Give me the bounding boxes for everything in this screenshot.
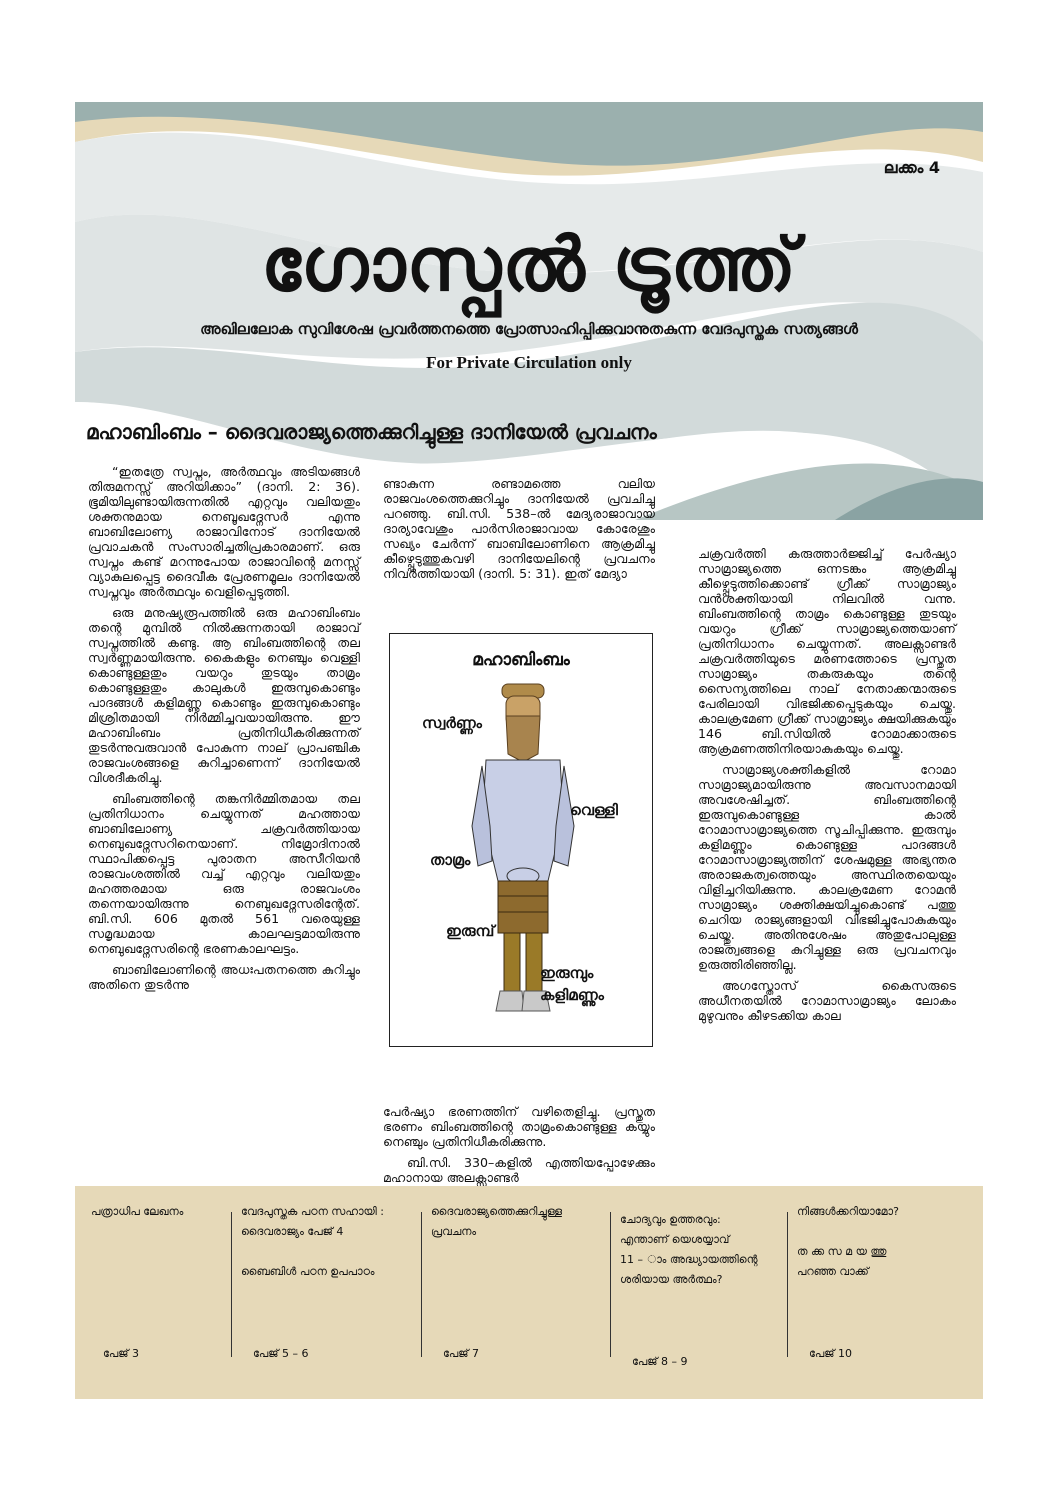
paragraph: “ഇതത്രേ സ്വപ്നം, അർത്ഥവും അടിയങ്ങൾ തിരുമനസ്സ് അറിയിക്കാം” (ദാനി. 2: 36). ഭൂമിയിലുണ്ടായിരുന്നതിൽ എറ്റവും വലിയതും ശക്തനുമായ നെബൂഖദ്നേസർ എന്നു ബാബിലോണ്യ രാജാവിനോട് ദാനിയേൽ പ്രവാചകൻ സംസാരിച്ചതിപ്രകാരമാണ്. ഒരു സ്വപ്നം കണ്ട് മറന്നുപോയ രാജാവിന്റെ മനസ്സ് വ്യാകുലപ്പെട്ട ദൈവീക പ്രേരണമൂലം ദാനിയേൽ സ്വപ്നവും അർത്ഥവും വെളിപ്പെടുത്തി. <box>88 464 360 599</box>
divider <box>610 1212 611 1357</box>
page-title: ഗോസ്പൽ ട്രൂത്ത് <box>261 222 797 308</box>
contents-page: പേജ് 5 – 6 <box>253 1347 309 1360</box>
label-iron-clay-2: കളിമണ്ണും <box>540 986 604 1004</box>
article-column-3 <box>698 546 956 1029</box>
contents-text: പ്രവചനം <box>431 1225 477 1238</box>
paragraph: പേർഷ്യാ ഭരണത്തിന് വഴിതെളിച്ചു. പ്രസ്തുത ഭരണം ബിംബത്തിന്റെ താമ്രംകൊണ്ടുള്ള കയ്യും നെഞ്ചും പ്രതിനിധീകരിക്കുന്നു. <box>383 1104 655 1149</box>
article-column-2-top <box>383 476 655 587</box>
divider <box>787 1212 788 1357</box>
contents-page: പേജ് 7 <box>443 1347 480 1360</box>
masthead-subtitle: അഖിലലോക സുവിശേഷ പ്രവർത്തനത്തെ പ്രോത്സാഹിപ്പിക്കുവാനുതകുന്ന വേദപുസ്തക സത്യങ്ങൾ <box>200 320 858 338</box>
contents-text: ചോദ്യവും ഉത്തരവും: <box>620 1213 721 1226</box>
contents-text: ശരിയായ അർത്ഥം? <box>620 1273 723 1286</box>
statue-illustration <box>468 676 578 1036</box>
contents-text: 11 – ാം അദ്ധ്യായത്തിന്റെ <box>620 1253 758 1266</box>
contents-spacer <box>241 1242 421 1262</box>
private-circulation-note: For Private Circulation only <box>426 353 632 372</box>
contents-text: പറഞ്ഞ വാക്ക് <box>797 1265 869 1278</box>
contents-footer <box>75 1186 983 1399</box>
label-iron-clay-1: ഇരുമ്പും <box>540 964 594 982</box>
article-column-1 <box>88 464 360 998</box>
contents-item[interactable] <box>91 1202 231 1372</box>
label-bronze: താമ്രം <box>430 851 471 869</box>
paragraph: ണ്ടാകുന്ന രണ്ടാമത്തെ വലിയ രാജവംശത്തെക്കുറിച്ചും ദാനിയേൽ പ്രവചിച്ചു പറഞ്ഞു. ബി.സി. 538–ൽ മേദ്യരാജാവായ ദാര്യാവേശും പാർസിരാജാവായ കോരേശും സഖ്യം ചേർന്ന് ബാബിലോണിനെ ആക്രമിച്ചു കീഴ്പ്പെടുത്തുകവഴി ദാനിയേലിന്റെ പ്രവചനം നിവർത്തിയായി (ദാനി. 5: 31). ഇത് മേദ്യാ <box>383 476 655 581</box>
contents-text: പത്രാധിപ ലേഖനം <box>91 1205 184 1218</box>
contents-item[interactable] <box>241 1202 421 1372</box>
contents-item[interactable] <box>620 1210 790 1380</box>
contents-spacer <box>797 1222 967 1242</box>
statue-figure <box>389 633 653 1047</box>
paragraph: ബി.സി. 330–കളിൽ എത്തിയപ്പോഴേക്കും മഹാനായ അലക്സാണ്ടർ <box>383 1155 655 1185</box>
divider <box>231 1212 232 1357</box>
contents-text: നിങ്ങൾക്കറിയാമോ? <box>797 1205 899 1218</box>
issue-number: ലക്കം 4 <box>883 158 940 177</box>
contents-item[interactable] <box>431 1202 601 1372</box>
contents-text: ത ക്ക സ മ യ ത്തു <box>797 1245 887 1258</box>
masthead-banner <box>75 102 983 520</box>
contents-item[interactable] <box>797 1202 967 1372</box>
contents-text: ദൈവരാജ്യത്തെക്കുറിച്ചുള്ള <box>431 1205 562 1218</box>
paragraph: ബിംബത്തിന്റെ തങ്കനിർമ്മിതമായ തല പ്രതിനിധാനം ചെയ്യുന്നത് മഹത്തായ ബാബിലോണ്യ ചക്രവർത്തിയായ നെബുഖദ്നേസറിനെയാണ്. നിമ്രോദിനാൽ സ്ഥാപിക്കപ്പെട്ട പുരാതന അസീറിയൻ രാജവംശത്തിൽ വച്ച് എറ്റവും വലിയതും മഹത്തരമായ ഒരു രാജവംശം തന്നെയായിരുന്നു നെബുഖദ്നേസരിന്റേത്. ബി.സി. 606 മുതൽ 561 വരെയുള്ള സമൃദ്ധമായ കാലഘട്ടമായിരുന്നു നെബുഖദ്നേസരിന്റെ ഭരണകാലഘട്ടം. <box>88 791 360 956</box>
paragraph: ബാബിലോണിന്റെ അധഃപതനത്തെ കുറിച്ചും അതിനെ തുടർന്നു <box>88 962 360 992</box>
paragraph: ചക്രവർത്തി കരുത്താർജ്ജിച്ച് പേർഷ്യാ സാമ്രാജ്യത്തെ ഒന്നടങ്കം ആക്രമിച്ചു കീഴ്പ്പെടുത്തിക്കൊണ്ട് ഗ്രീക്ക് സാമ്രാജ്യം വൻശക്തിയായി നിലവിൽ വന്നു. ബിംബത്തിന്റെ താമ്രം കൊണ്ടുള്ള തുടയും വയറും ഗ്രീക്ക് സാമ്രാജ്യത്തെയാണ് പ്രതിനിധാനം ചെയ്യുന്നത്. അലക്സാണ്ടർ ചക്രവർത്തിയുടെ മരണത്തോടെ പ്രസ്തുത സാമ്രാജ്യം തകരുകയും തന്റെ സൈന്യത്തിലെ നാല് നേതാക്കന്മാരുടെ പേരിലായി വിഭജിക്കപ്പെടുകയും ചെയ്തു. കാലക്രമേണ ഗ്രീക്ക് സാമ്രാജ്യം ക്ഷയിക്കുകയും 146 ബി.സിയിൽ റോമാക്കാരുടെ ആക്രമണത്തിനിരയാകുകയും ചെയ്തു. <box>698 546 956 756</box>
contents-text: എന്താണ് യെശയ്യാവ് <box>620 1233 730 1246</box>
contents-text: ദൈവരാജ്യം പേജ് 4 <box>241 1225 344 1238</box>
contents-text: ബൈബിൾ പഠന ഉപപാഠം <box>241 1265 375 1278</box>
label-gold: സ്വർണ്ണം <box>422 714 482 732</box>
contents-page: പേജ് 10 <box>809 1347 853 1360</box>
label-iron: ഇരുമ്പ് <box>446 922 495 940</box>
divider <box>421 1212 422 1357</box>
paragraph: ഒരു മനുഷ്യരൂപത്തിൽ ഒരു മഹാബിംബം തന്റെ മുമ്പിൽ നിൽക്കുന്നതായി രാജാവ് സ്വപ്നത്തിൽ കണ്ടു. ആ ബിംബത്തിന്റെ തല സ്വർണ്ണമായിരുന്നു. കൈകളും നെഞ്ചും വെള്ളി കൊണ്ടുള്ളതും വയറും തുടയും താമ്രം കൊണ്ടുള്ളതും കാലുകൾ ഇരുമ്പുകൊണ്ടും പാദങ്ങൾ കളിമണ്ണു കൊണ്ടും ഇരുമ്പുകൊണ്ടും മിശ്രിതമായി നിർമ്മിച്ചവയായിരുന്നു. ഈ മഹാബിംബം പ്രതിനിധീകരിക്കുന്നത് തുടർന്നുവരുവാൻ പോകുന്ന നാല് പ്രാപഞ്ചിക രാജവംശങ്ങളെ കുറിച്ചാണെന്ന് ദാനിയേൽ വിശദീകരിച്ചു. <box>88 605 360 785</box>
label-silver: വെള്ളി <box>570 801 618 819</box>
figure-title: മഹാബിംബം <box>472 650 570 670</box>
contents-page: പേജ് 8 – 9 <box>632 1355 688 1368</box>
article-column-2-bottom <box>383 1104 655 1191</box>
article-headline: മഹാബിംബം – ദൈവരാജ്യത്തെക്കുറിച്ചുള്ള ദാനിയേൽ പ്രവചനം <box>86 420 657 444</box>
paragraph: അഗസ്തോസ് കൈസരുടെ അധീനതയിൽ റോമാസാമ്രാജ്യം ലോകം മുഴുവനും കീഴടക്കിയ കാല <box>698 978 956 1023</box>
contents-text: വേദപുസ്തക പഠന സഹായി : <box>241 1205 384 1218</box>
contents-page: പേജ് 3 <box>103 1347 140 1360</box>
paragraph: സാമ്രാജ്യശക്തികളിൽ റോമാ സാമ്രാജ്യമായിരുന്നു അവസാനമായി അവശേഷിച്ചത്. ബിംബത്തിന്റെ ഇരുമ്പുകൊണ്ടുള്ള കാൽ റോമാസാമ്രാജ്യത്തെ സൂചിപ്പിക്കുന്നു. ഇരുമ്പും കളിമണ്ണും കൊണ്ടുള്ള പാദങ്ങൾ റോമാസാമ്രാജ്യത്തിന് ശേഷമുള്ള അഭ്യന്തര അരാജകത്വത്തെയും അസ്ഥിരതയെയും വിളിച്ചറിയിക്കുന്നു. കാലക്രമേണ റോമൻ സാമ്രാജ്യം ശക്തിക്ഷയിച്ചുകൊണ്ട് പത്തു ചെറിയ രാജ്യങ്ങളായി വിഭജിച്ചുപോകുകയും ചെയ്തു. അതിനുശേഷം അതുപോലുള്ള രാജത്വങ്ങളെ കുറിച്ചുള്ള ഒരു പ്രവചനവും ഉരുത്തിരിഞ്ഞില്ല. <box>698 762 956 972</box>
